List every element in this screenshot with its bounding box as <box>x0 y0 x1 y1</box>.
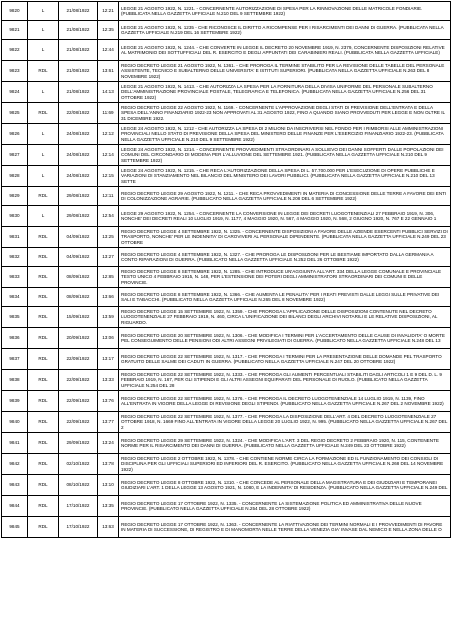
act-description-text: LEGGE 21 AGOSTO 1922, N. 1235 - CHE RICONOSCE IL DIRITTO A RICOMPENSE PER I RISARCIMENTI DEI DANNI DI GUERRA. (PUBBLICATA NELLA GAZZETTA UFFICIALE N.219 DEL 16 SETTEMBRE 1922) <box>121 24 444 35</box>
act-date-cell: 21/08/1922 <box>59 82 98 103</box>
act-description-text: LEGGE 24 AGOSTO 1922, N. 1214. - CONCERNENTE PROVVEDIMENTI STRAORDINARI A SOLLIEVO DEI DANNI SOFFERTI DALLE POPOLAZIONI DEI COMUNI DEL CIRCONDARIO DI MODENA PER L'ALLUVIONE DEL SETTEMBRE 1921. (PUBBLICATA NELLA GAZZETTA UFFICIALE N.210 DEL 9 SETTEMBRE 1922) <box>121 146 444 163</box>
record-number-cell: 9845 <box>2 517 28 538</box>
act-number-cell: 13:27 <box>98 248 119 267</box>
record-number-cell: 9823 <box>2 61 28 82</box>
act-date-cell: 21/08/1922 <box>59 61 98 82</box>
act-type-cell: RDL <box>28 187 59 206</box>
record-number-cell: 9840 <box>2 412 28 433</box>
act-date-cell: 21/08/1922 <box>59 2 98 21</box>
act-type-cell: RDL <box>28 496 59 517</box>
act-date-cell: 24/08/1922 <box>59 166 98 187</box>
act-type-cell: RDL <box>28 248 59 267</box>
act-description-cell <box>119 267 451 288</box>
table-row <box>2 124 451 145</box>
act-description-cell <box>119 82 451 103</box>
act-type-cell: L <box>28 2 59 21</box>
act-type-cell: RDL <box>28 370 59 391</box>
act-description-cell <box>119 307 451 328</box>
act-description-cell <box>119 496 451 517</box>
act-description-cell <box>119 517 451 538</box>
act-date-cell: 22/09/1922 <box>59 370 98 391</box>
register-rows <box>2 2 451 538</box>
act-number-cell: 12:54 <box>98 206 119 227</box>
table-row <box>2 206 451 227</box>
act-type-cell: RDL <box>28 391 59 412</box>
act-number-cell: 12:85 <box>98 267 119 288</box>
act-number-cell: 12:14 <box>98 145 119 166</box>
act-number-cell: 12:11 <box>98 187 119 206</box>
act-number-cell: 13:59 <box>98 307 119 328</box>
act-number-cell: 13:17 <box>98 349 119 370</box>
act-number-cell: 13:24 <box>98 433 119 454</box>
act-number-cell: 12:12 <box>98 124 119 145</box>
record-number-cell: 9821 <box>2 21 28 40</box>
act-description-text: REGIO DECRETO LEGGE 29 SETTEMBRE 1922, N. 1324. - CHE MODIFICA L'ART. 3 DEL REGIO DECRETO 2 FEBBRAIO 1920, N. 115, CONTENENTE NORME PER IL RISARCIMENTO DEI DANNI DI GUERRA. (PUBBLICATO NELLA GAZZETTA UFFICIALE N.249 DEL 23 OTTOBRE 1922) <box>121 437 439 448</box>
act-description-cell <box>119 2 451 21</box>
act-description-text: LEGGE 21 AGOSTO 1922, N. 1221. - CONCERNENTE AUTORIZZAZIONE DI SPESA PER LA RINNOVAZIONE DELLE MATRICOLE FONDIARIE. (PUBBLICATA NELLA GAZZETTA UFFICIALE N.210 DEL 9 SETTEMBRE 1922) <box>121 5 423 16</box>
act-number-cell: 12:44 <box>98 40 119 61</box>
act-description-cell <box>119 433 451 454</box>
act-number-cell: 11:69 <box>98 103 119 124</box>
record-number-cell: 9828 <box>2 166 28 187</box>
act-description-cell <box>119 61 451 82</box>
act-number-cell: 13:25 <box>98 227 119 248</box>
record-number-cell: 9839 <box>2 391 28 412</box>
record-number-cell: 9830 <box>2 206 28 227</box>
act-type-cell: RDL <box>28 412 59 433</box>
act-description-cell <box>119 40 451 61</box>
act-description-cell <box>119 21 451 40</box>
table-row <box>2 166 451 187</box>
table-row <box>2 61 451 82</box>
act-type-cell: L <box>28 166 59 187</box>
act-date-cell: 17/10/1922 <box>59 496 98 517</box>
act-date-cell: 29/08/1922 <box>59 206 98 227</box>
act-type-cell: L <box>28 124 59 145</box>
table-row <box>2 288 451 307</box>
act-type-cell: L <box>28 40 59 61</box>
act-description-text: REGIO DECRETO LEGGE 29 AGOSTO 1922, N. 1211. - CHE RECA PROVVEDIMENTI IN MATERIA DI CONCESSIONE DELLE TERRE A FAVORE DEI ENTI DI COLONIZZAZIONE AGRARIE. (PUBBLICATO NELLA GAZZETTA UFFICIALE N.208 DEL 6 SETTEMBRE 1922) <box>121 190 447 201</box>
act-type-cell: RDL <box>28 454 59 475</box>
act-description-text: LEGGE 24 AGOSTO 1922, N. 1215. - CHE RECA L'AUTORIZZAZIONE DELLA SPESA DI L. 57.700.000 PER L'ESECUZIONE DI OPERE PUBBLICHE E VARIAZIONI DI STANZIAMENTO NEL BILANCIO DEL MINISTERO DEI LAVORI PUBBLICI. (PUBBLICATA NELLA GAZZETTA UFFICIALE N.210 DEL 13 SETTE <box>121 167 435 184</box>
act-type-cell: RDL <box>28 61 59 82</box>
act-date-cell: 08/10/1922 <box>59 475 98 496</box>
act-type-cell: RDL <box>28 307 59 328</box>
act-description-text: REGIO DECRETO LEGGE 22 SETTEMBRE 1922, N. 1376. - CHE PROROGA IL DECRETO LUOGOTENENZIALE 14 LUGLIO 1919, N. 1139, FINO ALL'ENTRATA IN VIGORE DELLA LEGGE DI REVISIONE DEGLI STIPENDI. (PUBBLICATO NELLA GAZZETTA UFFICIALE N.267 DEL 2 NOVEMBRE 1922) <box>121 395 444 406</box>
act-description-text: REGIO DECRETO LEGGE 20 SETTEMBRE 1922, N. 1306. - CHE MODIFICA I TERMINI PER L'ACCERTAMENTO DELLE CAUSE DI INVALIDITA' O MORTE PEL CONSEGUIMENTO DELLE PENSIONI ODI ALTRI ASSEGNI PRIVILEGIATI DI GUERRA. (PUBBLICATO NELLA GAZZETTA UFFICIALE N.248 DEL 13 <box>121 332 445 343</box>
laws-register-table <box>1 1 451 538</box>
table-row <box>2 349 451 370</box>
act-number-cell: 12:15 <box>98 166 119 187</box>
record-number-cell: 9820 <box>2 2 28 21</box>
act-description-cell <box>119 227 451 248</box>
act-date-cell: 02/10/1922 <box>59 454 98 475</box>
act-description-cell <box>119 412 451 433</box>
act-description-text: REGIO DECRETO LEGGE 8 SETTEMBRE 1922, N. 1285. - CHE INTRODUCE UN'AGGIUNTA ALL'ART. 334 DELLA LEGGE COMUNALE E PROVINCIALE TESTO UNICO 4 FEBBRAIO 1915, N. 148, PER L'ESTENSIONE DEI POTERI DEGLI AMMINISTRATORI STRAORDINARI DEI COMUNI E DELLE PROVINCIE. <box>121 268 442 285</box>
act-type-cell: L <box>28 21 59 40</box>
table-row <box>2 328 451 349</box>
act-description-text: REGIO DECRETO LEGGE 22 SETTEMBRE 1922, N. 1333. - CHE PROROGA GLI AUMENTI PERCENTUALI STABILITI DAGLI ARTICOLI 1 E 9 DEL D. L. 9 FEBBRAIO 1919, N. 167, PER GLI STIPENDI E GLI ALTRI ASSEGNI EQUIPARATI DEL PERSONALE DI RUOLO. (PUBBLICATO NELLA GAZZETTA UFFICIALE N.254 DEL 28 <box>121 371 442 388</box>
act-description-text: LEGGE 21 AGOSTO 1922, N. 1244. - CHE CONVERTE IN LEGGE IL DECRETO 20 NOVEMBRE 1919, N. 2379, CONCERNENTE DISPOSIZIONI RELATIVE AL MATRIMONIO DEI SOTTUFFICIALI DEL R. ESERCITO E DEGLI APPUNTATI DEI CARABINIERI REALI. (PUBBLICATA NELLA GAZZETTA UFFICIALE) <box>121 44 445 55</box>
table-row <box>2 145 451 166</box>
record-number-cell: 9834 <box>2 288 28 307</box>
table-row <box>2 103 451 124</box>
act-description-cell <box>119 391 451 412</box>
act-number-cell: 13:66 <box>98 288 119 307</box>
act-description-cell <box>119 206 451 227</box>
act-type-cell: L <box>28 206 59 227</box>
record-number-cell: 9824 <box>2 82 28 103</box>
act-description-cell <box>119 349 451 370</box>
act-description-cell <box>119 145 451 166</box>
act-description-text: REGIO DECRETO LEGGE 22 SETTEMBRE 1922, N. 1317. - CHE PROROGA I TERMINI PER LA PRESENTAZIONE DELLE DOMANDE PEL TRASPORTO GRATUITO DELLE SALME DEI CADUTI IN GUERRA. (PUBBLICATO NELLA GAZZETTA UFFICIALE N.247 DEL 20 OTTOBRE 1922) <box>121 353 442 364</box>
record-number-cell: 9826 <box>2 124 28 145</box>
record-number-cell: 9829 <box>2 187 28 206</box>
act-description-cell <box>119 187 451 206</box>
act-description-text: REGIO DECRETO LEGGE 8 OTTOBRE 1922, N. 1310. - CHE CONCEDE AL PERSONALE DELLA MAGISTRATURA E DEI GIUDIZIARI E TEMPORANEI GIUDIZIARI L'ART. 1 DELLA LEGGE 13 AGOSTO 1921, N. 1080, E LA INDENNITA' DI RESIDENZA. (PUBBLICATO NELLA GAZZETTA UFFICIALE N.249 DEL <box>121 479 448 490</box>
table-row <box>2 227 451 248</box>
table-row <box>2 517 451 538</box>
act-date-cell: 04/09/1922 <box>59 227 98 248</box>
record-number-cell: 9833 <box>2 267 28 288</box>
table-row <box>2 391 451 412</box>
table-row <box>2 82 451 103</box>
act-type-cell: RDL <box>28 328 59 349</box>
act-date-cell: 29/08/1922 <box>59 187 98 206</box>
act-description-cell <box>119 370 451 391</box>
act-number-cell: 13:06 <box>98 328 119 349</box>
act-date-cell: 29/09/1922 <box>59 433 98 454</box>
act-type-cell: RDL <box>28 349 59 370</box>
act-type-cell: L <box>28 145 59 166</box>
act-number-cell: 14:13 <box>98 82 119 103</box>
act-date-cell: 24/08/1922 <box>59 145 98 166</box>
act-description-cell <box>119 103 451 124</box>
table-row <box>2 248 451 267</box>
act-date-cell: 21/08/1922 <box>59 40 98 61</box>
act-number-cell: 13:35 <box>98 496 119 517</box>
act-description-cell <box>119 328 451 349</box>
record-number-cell: 9827 <box>2 145 28 166</box>
record-number-cell: 9844 <box>2 496 28 517</box>
act-date-cell: 08/09/1922 <box>59 267 98 288</box>
table-row <box>2 370 451 391</box>
act-type-cell: RDL <box>28 103 59 124</box>
act-description-text: LEGGE 24 AGOSTO 1922, N. 1212 - CHE AUTORIZZA LA SPESA DI 2 MILIONI DA INSCRIVERSI NEL FONDO PER I RIMBORSI ALLE AMMINISTRAZIONI PROVINCIALI NELLO STATO DI PREVISIONE DELLA SPESA DEL MINISTERO DELLE FINANZE PER L'ESERCIZIO FINANZIARIO 1922-23. (PUBBLICATA NELLA GAZZETTA UFFICIALE N.210 DEL 9 SETTEMBRE 1922) <box>121 125 444 142</box>
act-type-cell: RDL <box>28 433 59 454</box>
act-description-cell <box>119 124 451 145</box>
act-type-cell: RDL <box>28 475 59 496</box>
act-description-text: REGIO DECRETO LEGGE 17 OTTOBRE 1922, N. 1363. - CONCERNENTE LA RIATTIVAZIONE DEI TERMINI NORMALI E I PROVVEDIMENTI DI PAVORE IN MATERIA DI SUCCESSIONE, DI REGISTRO E DI MANOMORTA NELLE TERRE DELLA VENEZIA GIA' INVASE DAL NEMICO E NELLA ZONA DELLE O <box>121 521 443 532</box>
table-row <box>2 433 451 454</box>
act-description-cell <box>119 166 451 187</box>
act-description-text: REGIO DECRETO LEGGE 15 SETTEMBRE 1922, N. 1359. - CHE PROROGA L'APPLICAZIONE DELLE DISPOSIZIONI CONTENUTE NEL DECRETO LUOGOTENENZIALE 27 FEBBRAIO 1919, N. 460, CIRCA L'UNIFICAZIONE DEI BILANCI DEGLI ARCHIVI NOTARILI E LE RELATIVE DISPOSIZIONI, AL RIGUARDO. <box>121 308 438 325</box>
record-number-cell: 9822 <box>2 40 28 61</box>
act-type-cell: RDL <box>28 267 59 288</box>
act-number-cell: 13:78 <box>98 454 119 475</box>
act-number-cell: 13:61 <box>98 61 119 82</box>
act-date-cell: 20/09/1922 <box>59 328 98 349</box>
table-row <box>2 40 451 61</box>
act-description-text: REGIO DECRETO LEGGE 8 SETTEMBRE 1922, N. 1366. - CHE AUMENTA LE PENALITA' PER I REATI PREVISTI DALLE LEGGI SULLE PRIVATIVE DEI SALI E TABACCHI. (PUBBLICATO NELLA GAZZETTA UFFICIALE N.265 DEL 8 NOVEMBRE 1922) <box>121 291 440 302</box>
act-date-cell: 22/09/1922 <box>59 391 98 412</box>
act-date-cell: 08/09/1922 <box>59 288 98 307</box>
record-number-cell: 9837 <box>2 349 28 370</box>
act-type-cell: L <box>28 82 59 103</box>
act-date-cell: 22/08/1922 <box>59 103 98 124</box>
record-number-cell: 9831 <box>2 227 28 248</box>
act-description-cell <box>119 248 451 267</box>
act-type-cell: RDL <box>28 288 59 307</box>
table-row <box>2 21 451 40</box>
table-row <box>2 2 451 21</box>
table-row <box>2 307 451 328</box>
act-number-cell: 13:10 <box>98 475 119 496</box>
record-number-cell: 9843 <box>2 475 28 496</box>
table-row <box>2 454 451 475</box>
act-description-cell <box>119 454 451 475</box>
act-date-cell: 17/10/1922 <box>59 517 98 538</box>
act-number-cell: 13:63 <box>98 517 119 538</box>
record-number-cell: 9836 <box>2 328 28 349</box>
record-number-cell: 9825 <box>2 103 28 124</box>
act-type-cell: RDL <box>28 517 59 538</box>
act-date-cell: 04/09/1922 <box>59 248 98 267</box>
act-description-text: REGIO DECRETO LEGGE 17 OTTOBRE 1922, N. 1335. - CONCERNENTE LA SISTEMAZIONE POLITICA ED AMMINISTRATIVA DELLE NUOVE PROVINCIE. (PUBBLICATO NELLA GAZZETTA UFFICIALE N.254 DEL 28 OTTOBRE 1922) <box>121 500 422 511</box>
record-number-cell: 9842 <box>2 454 28 475</box>
act-number-cell: 12:35 <box>98 21 119 40</box>
act-date-cell: 15/09/1922 <box>59 307 98 328</box>
act-number-cell: 13:76 <box>98 391 119 412</box>
register-sheet <box>1 1 450 627</box>
act-number-cell: 13:77 <box>98 412 119 433</box>
act-description-cell <box>119 288 451 307</box>
act-date-cell: 21/08/1922 <box>59 21 98 40</box>
act-description-text: REGIO DECRETO LEGGE 2 OTTOBRE 1922, N. 1378. - CHE CONTIENE NORME CIRCA LA FORMAZIONE ED IL FUNZIONAMENTO DEI CONSIGLI DI DISCIPLINA PER GLI UFFICIALI SUPERIORI ED INFERIORI DEL R. ESERCITO. (PUBBLICATO NELLA GAZZETTA UFFICIALE N.268 DEL 14 NOVEMBRE 1922) <box>121 455 444 472</box>
record-number-cell: 9832 <box>2 248 28 267</box>
act-description-text: LEGGE 21 AGOSTO 1922, N. 1413. - CHE AUTORIZZA LA SPESA PER LA FORNITURA DELLA DIVISA UNIFORME DEL PERSONALE SUBALTERNO DELL'AMMINISTRAZIONE PROVINCIALE POSTALE, TELEGRAFICA E TELEFONICA. (PUBBLICATA NELLA GAZZETTA UFFICIALE N.256 DEL 31 OTTOBRE 1922) <box>121 83 433 100</box>
table-row <box>2 412 451 433</box>
table-row <box>2 187 451 206</box>
act-date-cell: 24/08/1922 <box>59 124 98 145</box>
record-number-cell: 9838 <box>2 370 28 391</box>
table-row <box>2 475 451 496</box>
act-description-cell <box>119 475 451 496</box>
table-row <box>2 496 451 517</box>
act-description-text: LEGGE 29 AGOSTO 1922, N. 1254. - CONCERNENTE LA CONVERSIONE IN LEGGE DEI DECRETI LUOGOTENENZIALI 27 FEBBRAIO 1919, N. 306, NONCHE' DEI DECRETI REALI 10 LUGLIO 1919, N. 1177, 4 MAGGIO 1920, N. 567, 4 MAGGIO 1920, N. 568, 2 GIUGNO 1920, N. 767 E 22 GENNAIO 1 <box>121 210 437 221</box>
record-number-cell: 9841 <box>2 433 28 454</box>
act-number-cell: 13:33 <box>98 370 119 391</box>
act-description-text: REGIO DECRETO LEGGE 4 SETTEMBRE 1922, N. 1325. - CONCERNENTE DISPOSIZIONI A FAVORE DELLE AZIENDE ESERCENTI PUBBLICI SERVIZI DI TRASPORTO, NONCHE' PER LE INDENNITA' DI CAROVIVERI AL PERSONALE DIPENDENTE. (PUBBLICATA NELLA GAZZETTA UFFICIALE N.249 DEL 23 OTTOBRE <box>121 228 448 245</box>
act-description-text: REGIO DECRETO LEGGE 22 AGOSTO 1922, N. 1169. - CONCERNENTE L'APPROVAZIONE DEGLI STATI DI PREVISIONE DELL'ENTRATA E DELLA SPESA DELL'ANNO FINANZIARIO 1922-23 NON APPROVATI AL 31 AGOSTO 1922, FINO A QUANDO SIANO PROVVEDUTI PER LEGGE E NON OLTRE IL 31 DICEMBRE 1922. <box>121 104 445 121</box>
act-date-cell: 22/09/1922 <box>59 412 98 433</box>
act-type-cell: RDL <box>28 227 59 248</box>
act-number-cell: 12:21 <box>98 2 119 21</box>
act-description-text: REGIO DECRETO LEGGE 22 SETTEMBRE 1922, N. 1377. - CHE PROROGA LA DISPOSIZIONE DELL'ART. 4 DEL DECRETO LUOGOTENENZIALE 27 OTTOBRE 1918, N. 1669 FINO ALL'ENTRATA IN VIGORE DELLA LEGGE 20 LUGLIO 1922, N. 995. (PUBBLICATO NELLA GAZZETTA UFFICIALE N.267 DEL 2 <box>121 413 448 430</box>
table-row <box>2 267 451 288</box>
act-description-text: REGIO DECRETO LEGGE 21 AGOSTO 1922, N. 1361. - CHE PROROGA IL TERMINE STABILITO PER LA REVISIONE DELLE TABELLE DEL PERSONALE ASSISTENTE, TECNICO E SUBALTERNO DELLE UNIVERSITA' E ISTITUTI SUPERIORI. (PUBBLICATA NELLA GAZZETTA UFFICIALE N.263 DEL 8 NOVEMBRE 1922) <box>121 62 445 79</box>
record-number-cell: 9835 <box>2 307 28 328</box>
act-description-text: REGIO DECRETO LEGGE 4 SETTEMBRE 1922, N. 1327. - CHE PROROGA LE DISPOSIZIONI PER LE BESTIAME IMPORTATO DALLA GERMANIA A CONTO RIPARAZIONI DI GUERRA. (PUBBLICATO NELLA GAZZETTA UFFICIALE N.252 DEL 26 OTTOBRE 1922) <box>121 251 434 262</box>
act-date-cell: 22/09/1922 <box>59 349 98 370</box>
